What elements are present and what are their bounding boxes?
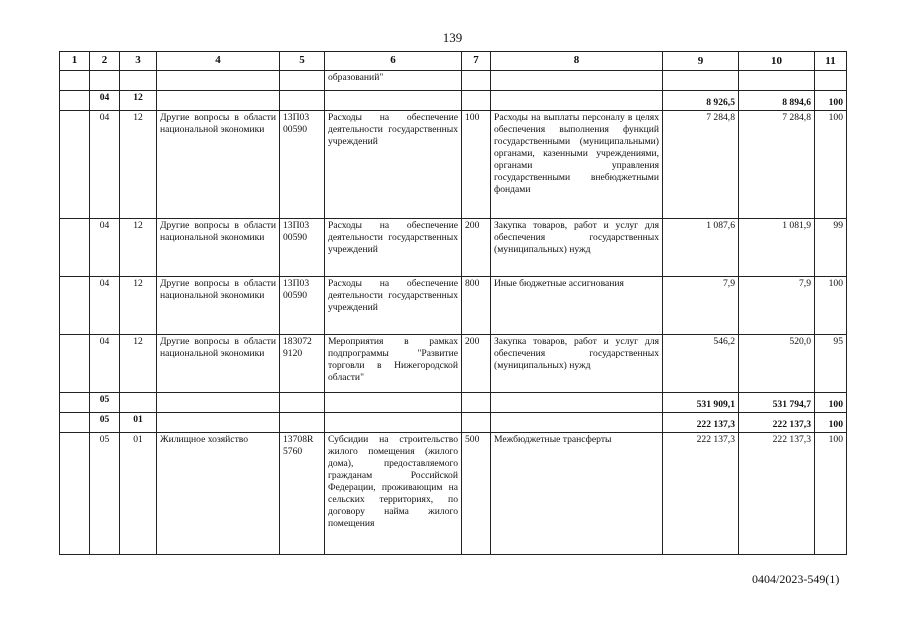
table-cell: 12 (120, 335, 157, 393)
table-cell: 1 087,6 (663, 219, 739, 277)
document-id: 0404/2023-549(1) (752, 572, 840, 586)
table-cell: 222 137,3 (739, 413, 815, 433)
table-cell: Расходы на обеспечение деятельности государственных учреждений (325, 111, 462, 219)
table-row (60, 335, 847, 393)
table-cell: 800 (462, 277, 491, 335)
table-cell (157, 393, 280, 413)
table-cell: 7 284,8 (663, 111, 739, 219)
table-cell: 12 (120, 277, 157, 335)
table-cell (462, 91, 491, 111)
table-cell: 12 (120, 111, 157, 219)
table-cell (60, 91, 90, 111)
table-cell (60, 335, 90, 393)
table-cell: 531 909,1 (663, 393, 739, 413)
table-cell (462, 393, 491, 413)
table-cell (60, 413, 90, 433)
table-cell: 100 (462, 111, 491, 219)
column-header: 4 (157, 52, 280, 71)
table-cell (280, 71, 325, 91)
table-cell: 04 (90, 219, 120, 277)
budget-table (59, 51, 847, 555)
table-cell (157, 413, 280, 433)
table-cell (120, 71, 157, 91)
table-cell: 04 (90, 335, 120, 393)
table-cell: 13708R 5760 (280, 433, 325, 555)
table-cell: 13П03 00590 (280, 111, 325, 219)
table-cell: 200 (462, 335, 491, 393)
table-cell: 05 (90, 433, 120, 555)
table-cell: 100 (815, 393, 847, 413)
table-cell: Расходы на выплаты персоналу в целях обеспечения выполнения функций государственными (муниципальными) органами, казенными учреждениями, органами управления государственными внебюджетными фондами (491, 111, 663, 219)
table-cell: 222 137,3 (663, 413, 739, 433)
table-cell (491, 413, 663, 433)
table-row (60, 111, 847, 219)
table-cell: Расходы на обеспечение деятельности государственных учреждений (325, 277, 462, 335)
table-cell: 100 (815, 91, 847, 111)
table-cell: 8 926,5 (663, 91, 739, 111)
table-cell: 12 (120, 91, 157, 111)
table-cell (815, 71, 847, 91)
column-header: 10 (739, 52, 815, 71)
table-cell: 13П03 00590 (280, 219, 325, 277)
table-cell (60, 71, 90, 91)
column-header: 7 (462, 52, 491, 71)
column-header: 8 (491, 52, 663, 71)
table-cell (157, 71, 280, 91)
column-header: 11 (815, 52, 847, 71)
table-row (60, 413, 847, 433)
table-cell (60, 433, 90, 555)
table-cell: Другие вопросы в области национальной экономики (157, 219, 280, 277)
table-cell: 520,0 (739, 335, 815, 393)
table-cell (491, 91, 663, 111)
table-cell (663, 71, 739, 91)
table-cell: 05 (90, 413, 120, 433)
table-cell (280, 91, 325, 111)
table-cell: Расходы на обеспечение деятельности государственных учреждений (325, 219, 462, 277)
table-cell (491, 393, 663, 413)
table-cell: 04 (90, 277, 120, 335)
column-header: 6 (325, 52, 462, 71)
table-cell (90, 71, 120, 91)
table-cell: 222 137,3 (739, 433, 815, 555)
table-cell: Другие вопросы в области национальной экономики (157, 277, 280, 335)
table-cell: 7,9 (663, 277, 739, 335)
table-cell: Другие вопросы в области национальной экономики (157, 335, 280, 393)
table-cell: 100 (815, 413, 847, 433)
table-row (60, 393, 847, 413)
table-cell: 04 (90, 91, 120, 111)
table-cell: Другие вопросы в области национальной экономики (157, 111, 280, 219)
table-row (60, 433, 847, 555)
table-cell (462, 71, 491, 91)
column-header: 2 (90, 52, 120, 71)
table-cell: 222 137,3 (663, 433, 739, 555)
table-cell (325, 393, 462, 413)
table-cell (462, 413, 491, 433)
table-cell: Закупка товаров, работ и услуг для обеспечения государственных (муниципальных) нужд (491, 219, 663, 277)
table-row (60, 219, 847, 277)
page-number: 139 (442, 30, 463, 45)
table-cell: 04 (90, 111, 120, 219)
table-cell: 1 081,9 (739, 219, 815, 277)
table-cell: Иные бюджетные ассигнования (491, 277, 663, 335)
table-cell (280, 393, 325, 413)
table-cell: 546,2 (663, 335, 739, 393)
table-cell: образований" (325, 71, 462, 91)
table-cell (325, 413, 462, 433)
table-cell: 8 894,6 (739, 91, 815, 111)
table-cell: 200 (462, 219, 491, 277)
table-cell: 100 (815, 433, 847, 555)
table-cell (120, 393, 157, 413)
table-cell (739, 71, 815, 91)
table-cell: 100 (815, 277, 847, 335)
table-cell: 01 (120, 413, 157, 433)
column-header: 9 (663, 52, 739, 71)
column-header: 5 (280, 52, 325, 71)
table-cell (60, 393, 90, 413)
table-cell (325, 91, 462, 111)
table-cell: 95 (815, 335, 847, 393)
table-cell: 12 (120, 219, 157, 277)
table-cell (60, 111, 90, 219)
table-cell: 7 284,8 (739, 111, 815, 219)
table-cell: 500 (462, 433, 491, 555)
table-cell: 13П03 00590 (280, 277, 325, 335)
table-cell: 183072 9120 (280, 335, 325, 393)
table-cell: 99 (815, 219, 847, 277)
table-cell: 531 794,7 (739, 393, 815, 413)
column-header: 3 (120, 52, 157, 71)
table-cell: 01 (120, 433, 157, 555)
header-row (60, 52, 847, 71)
table-cell: Жилищное хозяйство (157, 433, 280, 555)
table-cell (280, 413, 325, 433)
table-cell: Межбюджетные трансферты (491, 433, 663, 555)
table-cell: Мероприятия в рамках подпрограммы "Развитие торговли в Нижегородской области" (325, 335, 462, 393)
table-cell (157, 91, 280, 111)
column-header: 1 (60, 52, 90, 71)
table-cell: Субсидии на строительство жилого помещения (жилого дома), предоставляемого гражданам Российской Федерации, проживающим на сельских территориях, по договору найма жилого помещения (325, 433, 462, 555)
table-cell: Закупка товаров, работ и услуг для обеспечения государственных (муниципальных) нужд (491, 335, 663, 393)
table-cell (491, 71, 663, 91)
table-cell: 100 (815, 111, 847, 219)
table-row (60, 277, 847, 335)
table-cell (60, 277, 90, 335)
table-cell (60, 219, 90, 277)
table-row (60, 91, 847, 111)
table-row (60, 71, 847, 91)
table-cell: 7,9 (739, 277, 815, 335)
table-cell: 05 (90, 393, 120, 413)
